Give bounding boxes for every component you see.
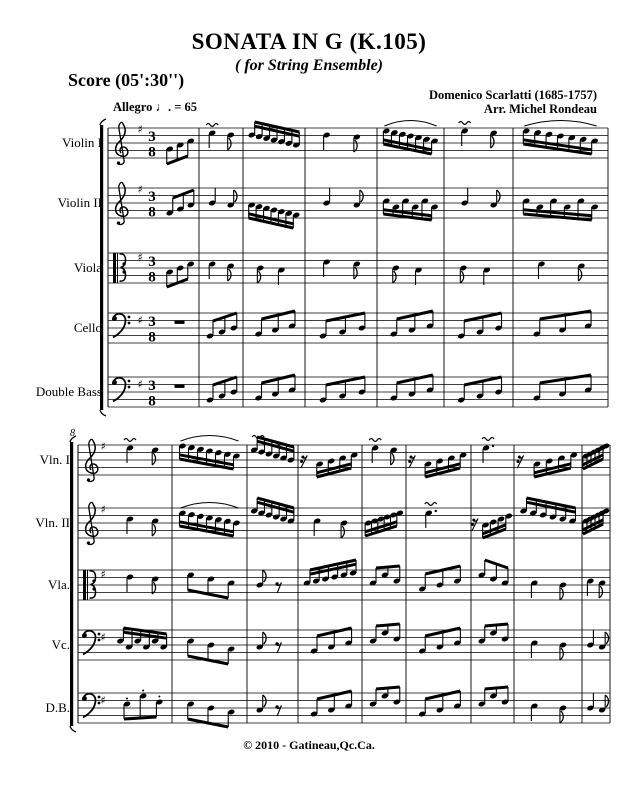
score-duration-label: Score (05':30'')	[68, 70, 185, 90]
svg-text:3: 3	[148, 189, 156, 205]
svg-text:8: 8	[148, 204, 156, 221]
svg-text:3: 3	[148, 378, 156, 394]
svg-text:♯: ♯	[137, 183, 143, 196]
svg-text:♯: ♯	[137, 123, 143, 136]
composer-credit: Domenico Scarlatti (1685-1757)	[428, 88, 597, 102]
tempo-marking: Allegro ♩. = 65	[113, 100, 197, 114]
page-subtitle: ( for String Ensemble)	[234, 57, 383, 74]
svg-text:♯: ♯	[100, 631, 106, 644]
instrument-label: Violin II	[57, 195, 102, 210]
instrument-label: Vln. I	[39, 452, 70, 467]
svg-text:♯: ♯	[100, 568, 106, 581]
instrument-label: Violin I	[61, 135, 102, 150]
svg-text:3: 3	[148, 314, 156, 330]
arranger-credit: Arr. Michel Rondeau	[483, 102, 597, 116]
svg-text:8: 8	[148, 393, 156, 410]
svg-text:♯: ♯	[100, 694, 106, 707]
svg-text:♯: ♯	[137, 251, 143, 264]
svg-text:3: 3	[148, 254, 156, 270]
instrument-label: Cello	[73, 320, 102, 335]
svg-text:♯: ♯	[100, 440, 106, 453]
svg-text:♯: ♯	[137, 314, 143, 327]
svg-text:♯: ♯	[100, 503, 106, 516]
copyright-footer: © 2010 - Gatineau,Qc.Ca.	[243, 738, 375, 752]
instrument-label: Vla.	[47, 577, 70, 592]
instrument-label: Vln. II	[35, 515, 70, 530]
instrument-label: D.B.	[45, 700, 70, 715]
svg-text:8: 8	[148, 329, 156, 346]
svg-text:3: 3	[148, 129, 156, 145]
instrument-label: Viola	[73, 260, 102, 275]
instrument-label: Double Bass	[35, 384, 102, 399]
measure-number: 8	[70, 428, 75, 439]
svg-text:8: 8	[148, 144, 156, 161]
svg-text:8: 8	[148, 269, 156, 286]
instrument-label: Vc.	[51, 637, 70, 652]
svg-text:♯: ♯	[137, 378, 143, 391]
page-title: SONATA IN G (K.105)	[191, 29, 427, 54]
